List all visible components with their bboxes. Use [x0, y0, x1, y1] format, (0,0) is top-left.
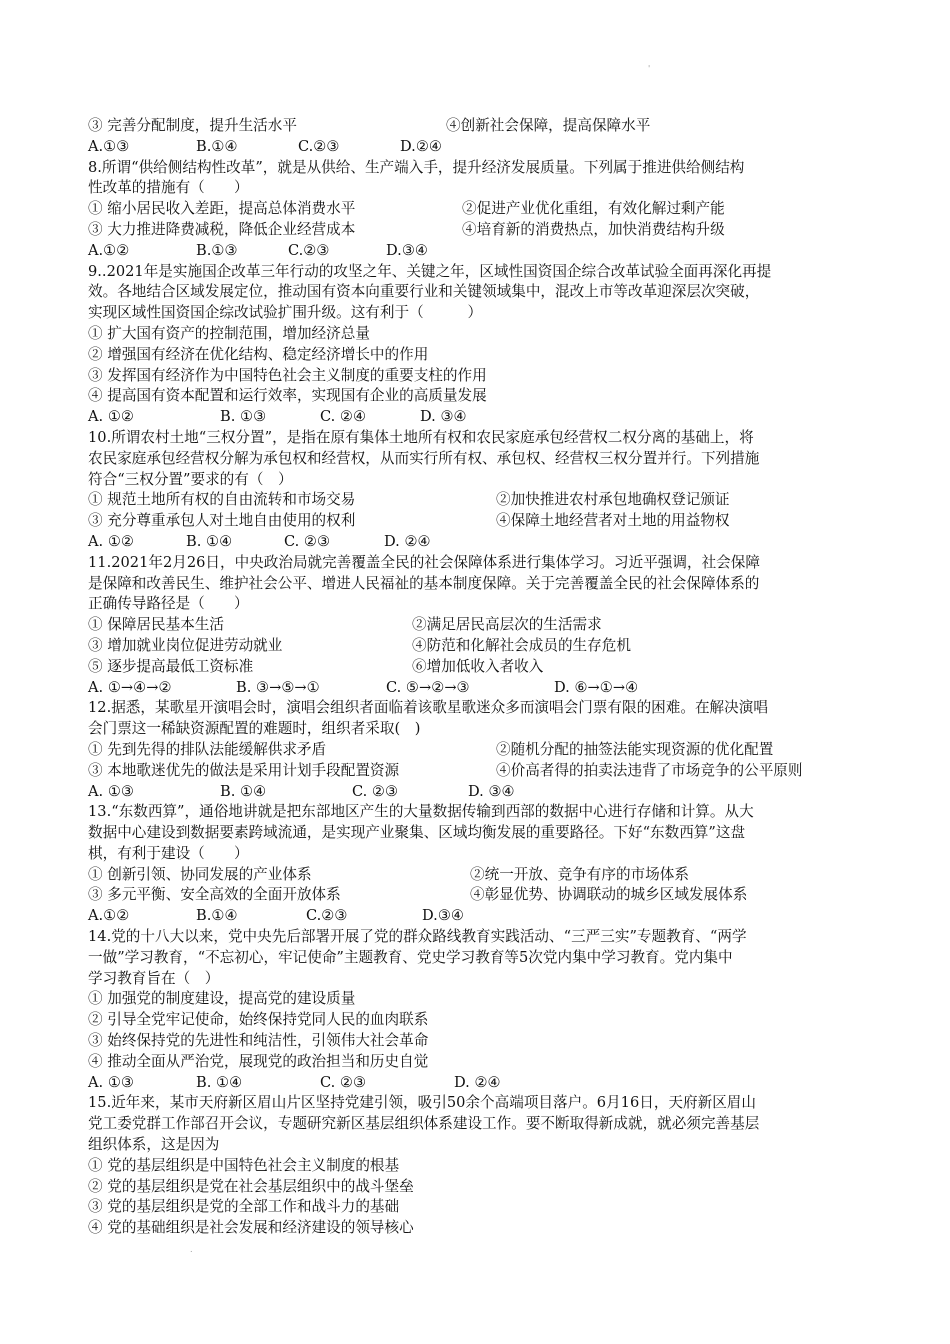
- q11-options: [88, 678, 868, 699]
- q11-item6: ⑥增加低收入者收入: [412, 657, 544, 675]
- q12-stem-line2: 会门票这一稀缺资源配置的难题时，组织者采取( ): [88, 720, 421, 738]
- q11-items-row1: [88, 615, 868, 636]
- q8-item3: ③ 大力推进降费减税，降低企业经营成本: [88, 220, 356, 238]
- q9-item4: ④ 提高国有资本配置和运行效率，实现国有企业的高质量发展: [88, 387, 487, 405]
- q12-option-c[interactable]: C. ②③: [352, 782, 399, 800]
- q9-option-c[interactable]: C. ②④: [320, 408, 367, 426]
- q8-stem-line2: 性改革的措施有（ ）: [88, 179, 249, 197]
- q9-stem-line3: 实现区域性国资国企综改试验扩围升级。这有利于（ ）: [88, 304, 483, 322]
- q8-stem-line1: 8.所谓“供给侧结构性改革”，就是从供给、生产端入手，提升经济发展质量。下列属于推进供给侧结构: [88, 158, 745, 176]
- q8-option-d[interactable]: D.③④: [386, 241, 428, 259]
- q8-option-c[interactable]: C.②③: [288, 241, 330, 259]
- q14-item4: ④ 推动全面从严治党，展现党的政治担当和历史自觉: [88, 1052, 429, 1070]
- q9-item1: ① 扩大国有资产的控制范围，增加经济总量: [88, 324, 370, 342]
- q14-option-a[interactable]: A. ①③: [88, 1073, 134, 1091]
- q13-item1: ① 创新引领、协同发展的产业体系: [88, 865, 312, 883]
- q9-stem-line1: 9..2021年是实施国企改革三年行动的攻坚之年、关键之年，区域性国资国企综合改革试验全面再深化再提: [88, 262, 772, 280]
- q12-item1: ① 先到先得的排队法能缓解供求矛盾: [88, 740, 327, 758]
- q7-option-b[interactable]: B.①④: [196, 137, 238, 155]
- q7-item3: ③ 完善分配制度，提升生活水平: [88, 117, 297, 134]
- q10-option-a[interactable]: A. ①②: [88, 532, 134, 550]
- q10-items-row2: [88, 511, 868, 532]
- q11-items-row3: [88, 657, 868, 678]
- q14-item1: ① 加强党的制度建设，提高党的建设质量: [88, 990, 356, 1008]
- q9-option-b[interactable]: B. ①③: [220, 408, 267, 426]
- q14-option-d[interactable]: D. ②④: [454, 1073, 501, 1091]
- q11-item2: ②满足居民高层次的生活需求: [412, 616, 602, 634]
- q15-item1: ① 党的基层组织是中国特色社会主义制度的根基: [88, 1156, 400, 1174]
- q10-stem-line2: 农民家庭承包经营权分解为承包权和经营权，从而实行所有权、承包权、经营权三权分置并行。下列措施: [88, 449, 760, 467]
- q13-options: [88, 906, 868, 927]
- q15-stem-line2: 党工委党群工作部召开会议，专题研究新区基层组织体系建设工作。要不断取得新成就，就必须完善基层: [88, 1115, 760, 1133]
- q13-option-c[interactable]: C.②③: [306, 907, 348, 925]
- q10-options: [88, 532, 868, 553]
- page-mark-top: ': [648, 64, 651, 73]
- q14-option-b[interactable]: B. ①④: [196, 1073, 243, 1091]
- q11-stem-line1: 11.2021年2月26日，中央政治局就完善覆盖全民的社会保障体系进行集体学习。习近平强调，社会保障: [88, 553, 760, 571]
- q8-items-row2: [88, 220, 868, 241]
- q14-stem-line2: 一做”学习教育，“不忘初心，牢记使命”主题教育、党史学习教育等5次党内集中学习教育。党内集中: [88, 948, 733, 966]
- q15-stem-line3: 组织体系，这是因为: [88, 1136, 220, 1154]
- q12-items-row2: [88, 761, 868, 782]
- q14-options: [88, 1073, 868, 1094]
- q7-options: [88, 137, 868, 158]
- q8-options: [88, 241, 868, 262]
- q8-option-b[interactable]: B.①③: [196, 241, 238, 259]
- q12-items-row1: [88, 740, 868, 761]
- q12-option-a[interactable]: A. ①③: [88, 782, 134, 800]
- q11-item5: ⑤ 逐步提高最低工资标准: [88, 657, 254, 675]
- q15-stem-line1: 15.近年来，某市天府新区眉山片区坚持党建引领，吸引50余个高端项目落户。6月16日，天府新区眉山: [88, 1094, 756, 1112]
- q10-stem-line1: 10.所谓农村土地“三权分置”，是指在原有集体土地所有权和农民家庭承包经营权二权分离的基础上，将: [88, 428, 754, 446]
- q7-items-row: [88, 116, 868, 137]
- q10-option-d[interactable]: D. ②④: [384, 532, 431, 550]
- q15-item3: ③ 党的基层组织是党的全部工作和战斗力的基础: [88, 1198, 400, 1216]
- q12-item2: ②随机分配的抽签法能实现资源的优化配置: [496, 740, 774, 758]
- q14-item2: ② 引导全党牢记使命，始终保持党同人民的血肉联系: [88, 1011, 429, 1029]
- page-mark-bottom: .: [190, 1245, 193, 1254]
- q13-items-row2: [88, 885, 868, 906]
- q14-stem-line3: 学习教育旨在（ ）: [88, 969, 220, 987]
- q10-item2: ②加快推进农村承包地确权登记颁证: [496, 491, 730, 509]
- q12-options: [88, 782, 868, 803]
- q13-option-d[interactable]: D.③④: [422, 907, 464, 925]
- q11-option-b[interactable]: B. ③→⑤→①: [236, 678, 320, 696]
- q13-items-row1: [88, 865, 868, 886]
- q9-item2: ② 增强国有经济在优化结构、稳定经济增长中的作用: [88, 345, 429, 363]
- q10-items-row1: [88, 490, 868, 511]
- q7-option-c[interactable]: C.②③: [298, 137, 340, 155]
- q11-option-c[interactable]: C. ⑤→②→③: [386, 678, 470, 696]
- q10-item4: ④保障土地经营者对土地的用益物权: [496, 512, 730, 530]
- q15-item4: ④ 党的基础组织是社会发展和经济建设的领导核心: [88, 1219, 414, 1237]
- q8-item1: ① 缩小居民收入差距，提高总体消费水平: [88, 200, 356, 218]
- q9-option-a[interactable]: A. ①②: [88, 408, 134, 426]
- q12-option-d[interactable]: D. ③④: [468, 782, 515, 800]
- q7-item4: ④创新社会保障，提高保障水平: [446, 117, 651, 134]
- question-list: [88, 116, 868, 1239]
- q13-item3: ③ 多元平衡、安全高效的全面开放体系: [88, 886, 341, 904]
- q13-item4: ④彰显优势、协调联动的城乡区域发展体系: [470, 886, 748, 904]
- q11-option-d[interactable]: D. ⑥→①→④: [554, 678, 639, 696]
- q8-item4: ④培育新的消费热点，加快消费结构升级: [462, 220, 725, 238]
- q13-stem-line2: 数据中心建设到数据要素跨域流通，是实现产业聚集、区域均衡发展的重要路径。下好“东数西算”这盘: [88, 824, 746, 842]
- q8-items-row1: [88, 199, 868, 220]
- q10-item3: ③ 充分尊重承包人对土地自由使用的权利: [88, 512, 356, 530]
- q8-option-a[interactable]: A.①②: [88, 241, 130, 259]
- q12-item4: ④价高者得的拍卖法违背了市场竞争的公平原则: [496, 761, 803, 779]
- q10-option-b[interactable]: B. ①④: [186, 532, 233, 550]
- q13-item2: ②统一开放、竞争有序的市场体系: [470, 865, 689, 883]
- q11-item4: ④防范和化解社会成员的生存危机: [412, 636, 631, 654]
- q13-option-a[interactable]: A.①②: [88, 907, 130, 925]
- q12-stem-line1: 12.据悉，某歌星开演唱会时，演唱会组织者面临着该歌星歌迷众多而演唱会门票有限的困难。在解决演唱: [88, 699, 768, 717]
- q10-option-c[interactable]: C. ②③: [284, 532, 331, 550]
- q11-option-a[interactable]: A. ①→④→②: [88, 678, 172, 696]
- q11-item1: ① 保障居民基本生活: [88, 616, 224, 634]
- q14-option-c[interactable]: C. ②③: [320, 1073, 367, 1091]
- q11-stem-line2: 是保障和改善民生、维护社会公平、增进人民福祉的基本制度保障。关于完善覆盖全民的社会保障体系的: [88, 574, 760, 592]
- q8-item2: ②促进产业优化重组，有效化解过剩产能: [462, 200, 725, 218]
- q9-options: [88, 407, 868, 428]
- q9-item3: ③ 发挥国有经济作为中国特色社会主义制度的重要支柱的作用: [88, 366, 487, 384]
- q13-stem-line1: 13.“东数西算”，通俗地讲就是把东部地区产生的大量数据传输到西部的数据中心进行存储和计算。从大: [88, 803, 754, 821]
- q7-option-a[interactable]: A.①③: [88, 137, 130, 155]
- q13-stem-line3: 棋，有利于建设（ ）: [88, 844, 249, 862]
- q13-option-b[interactable]: B.①④: [196, 907, 238, 925]
- q12-option-b[interactable]: B. ①④: [220, 782, 267, 800]
- q9-option-d[interactable]: D. ③④: [420, 408, 467, 426]
- q15-item2: ② 党的基层组织是党在社会基层组织中的战斗堡垒: [88, 1177, 414, 1195]
- q12-item3: ③ 本地歌迷优先的做法是采用计划手段配置资源: [88, 761, 400, 779]
- q10-item1: ① 规范土地所有权的自由流转和市场交易: [88, 491, 356, 509]
- q14-item3: ③ 始终保持党的先进性和纯洁性，引领伟大社会革命: [88, 1032, 429, 1050]
- q9-stem-line2: 效。各地结合区域发展定位，推动国有资本向重要行业和关键领域集中，混改上市等改革迎深层次突破，: [88, 283, 760, 301]
- q14-stem-line1: 14.党的十八大以来，党中央先后部署开展了党的群众路线教育实践活动、“三严三实”专题教育、“两学: [88, 928, 747, 946]
- q11-stem-line3: 正确传导路径是（ ）: [88, 595, 249, 613]
- q11-item3: ③ 增加就业岗位促进劳动就业: [88, 636, 283, 654]
- q7-option-d[interactable]: D.②④: [400, 137, 442, 155]
- q11-items-row2: [88, 636, 868, 657]
- q10-stem-line3: 符合“三权分置”要求的有（ ）: [88, 470, 293, 488]
